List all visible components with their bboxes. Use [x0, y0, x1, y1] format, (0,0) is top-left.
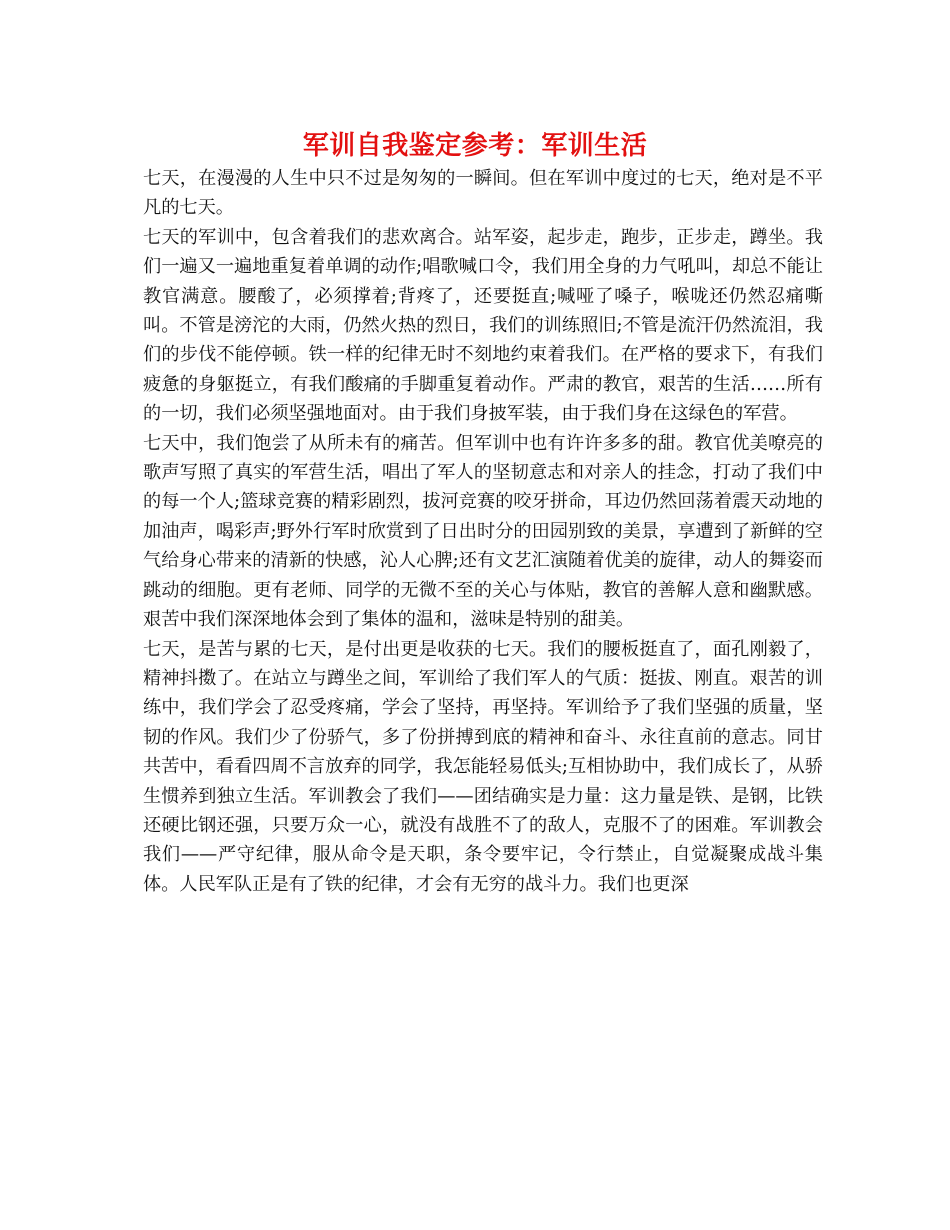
paragraph-1: 七天，在漫漫的人生中只不过是匆匆的一瞬间。但在军训中度过的七天，绝对是不平凡的七天。	[143, 168, 823, 219]
document-body	[143, 164, 823, 899]
paragraph-3: 七天中，我们饱尝了从所未有的痛苦。但军训中也有许许多多的甜。教官优美嘹亮的歌声写照了真实的军营生活，唱出了军人的坚韧意志和对亲人的挂念，打动了我们中的每一个人;篮球竞赛的精彩剧烈，拔河竞赛的咬牙拼命，耳边仍然回荡着震天动地的加油声，喝彩声;野外行军时欣赏到了日出时分的田园别致的美景，享遭到了新鲜的空气给身心带来的清新的快感，沁人心脾;还有文艺汇演随着优美的旋律，动人的舞姿而跳动的细胞。更有老师、同学的无微不至的关心与体贴，教官的善解人意和幽默感。艰苦中我们深深地体会到了集体的温和，滋味是特别的甜美。	[143, 432, 823, 631]
paragraph-4: 七天，是苦与累的七天，是付出更是收获的七天。我们的腰板挺直了，面孔刚毅了，精神抖擞了。在站立与蹲坐之间，军训给了我们军人的气质：挺拔、刚直。艰苦的训练中，我们学会了忍受疼痛，学会了坚持，再坚持。军训给予了我们坚强的质量，坚韧的作风。我们少了份骄气，多了份拼搏到底的精神和奋斗、永往直前的意志。同甘共苦中，看看四周不言放弃的同学，我怎能轻易低头;互相协助中，我们成长了，从骄生惯养到独立生活。军训教会了我们——团结确实是力量：这力量是铁、是钢，比铁还硬比钢还强，只要万众一心，就没有战胜不了的敌人，克服不了的困难。军训教会我们——严守纪律，服从命令是天职，条令要牢记，令行禁止，自觉凝聚成战斗集体。人民军队正是有了铁的纪律，才会有无穷的战斗力。我们也更深	[143, 638, 823, 895]
document-title: 军训自我鉴定参考：军训生活	[302, 131, 648, 161]
paragraph-2: 七天的军训中，包含着我们的悲欢离合。站军姿，起步走，跑步，正步走，蹲坐。我们一遍又一遍地重复着单调的动作;唱歌喊口令，我们用全身的力气吼叫，却总不能让教官满意。腰酸了，必须撑着;背疼了，还要挺直;喊哑了嗓子，喉咙还仍然忍痛嘶叫。不管是滂沱的大雨，仍然火热的烈日，我们的训练照旧;不管是流汗仍然流泪，我们的步伐不能停顿。铁一样的纪律无时不刻地约束着我们。在严格的要求下，有我们疲惫的身躯挺立，有我们酸痛的手脚重复着动作。严肃的教官，艰苦的生活……所有的一切，我们必须坚强地面对。由于我们身披军装，由于我们身在这绿色的军营。	[143, 226, 823, 425]
